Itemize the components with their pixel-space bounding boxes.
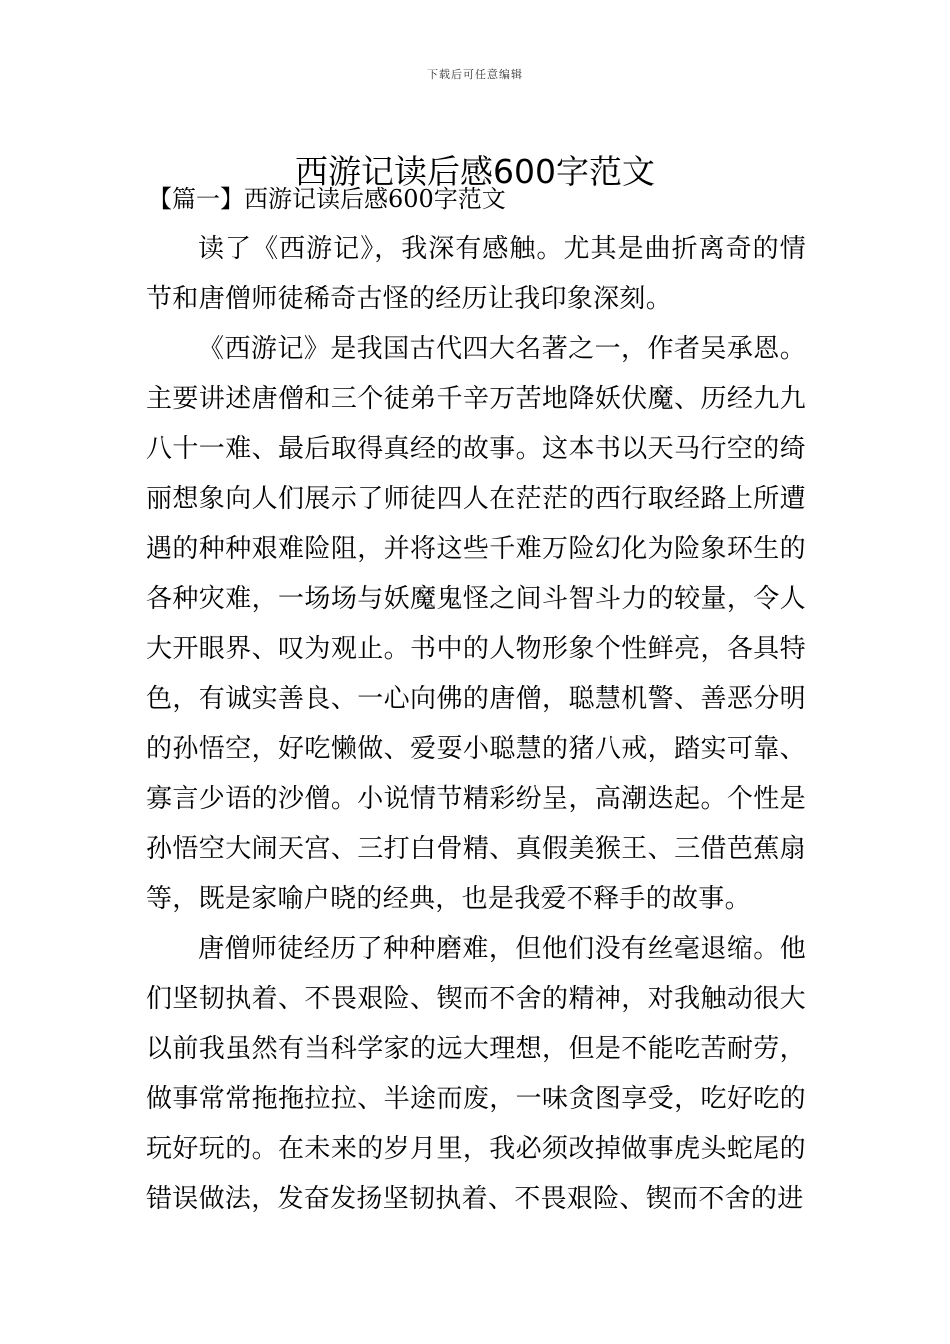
document-title: 西游记读后感600字范文 — [295, 152, 655, 192]
header-note: 下载后可任意编辑 — [427, 68, 523, 81]
paragraph-3: 唐僧师徒经历了种种磨难，但他们没有丝毫退缩。他们坚韧执着、不畏艰险、锲而不舍的精神，对我触动很大以前我虽然有当科学家的远大理想，但是不能吃苦耐劳，做事常常拖拖拉拉、半途而废，一味贪图享受，吃好吃的玩好玩的。在未来的岁月里，我必须改掉做事虎头蛇尾的错误做法，发奋发扬坚韧执着、不畏艰险、锲而不舍的进 — [146, 934, 806, 1214]
section-heading: 【篇一】西游记读后感600字范文 — [148, 185, 506, 213]
paragraph-2: 《西游记》是我国古代四大名著之一，作者吴承恩。主要讲述唐僧和三个徒弟千辛万苦地降妖伏魔、历经九九八十一难、最后取得真经的故事。这本书以天马行空的绮丽想象向人们展示了师徒四人在茫茫的西行取经路上所遭遇的种种艰难险阻，并将这些千难万险幻化为险象环生的各种灾难，一场场与妖魔鬼怪之间斗智斗力的较量，令人大开眼界、叹为观止。书中的人物形象个性鲜亮，各具特色，有诚实善良、一心向佛的唐僧，聪慧机警、善恶分明的孙悟空，好吃懒做、爱耍小聪慧的猪八戒，踏实可靠、寡言少语的沙僧。小说情节精彩纷呈，高潮迭起。个性是孙悟空大闹天宫、三打白骨精、真假美猴王、三借芭蕉扇等，既是家喻户晓的经典，也是我爱不释手的故事。 — [146, 334, 806, 914]
paragraph-1: 读了《西游记》，我深有感触。尤其是曲折离奇的情节和唐僧师徒稀奇古怪的经历让我印象深刻。 — [146, 234, 806, 314]
body-text — [146, 224, 806, 1224]
